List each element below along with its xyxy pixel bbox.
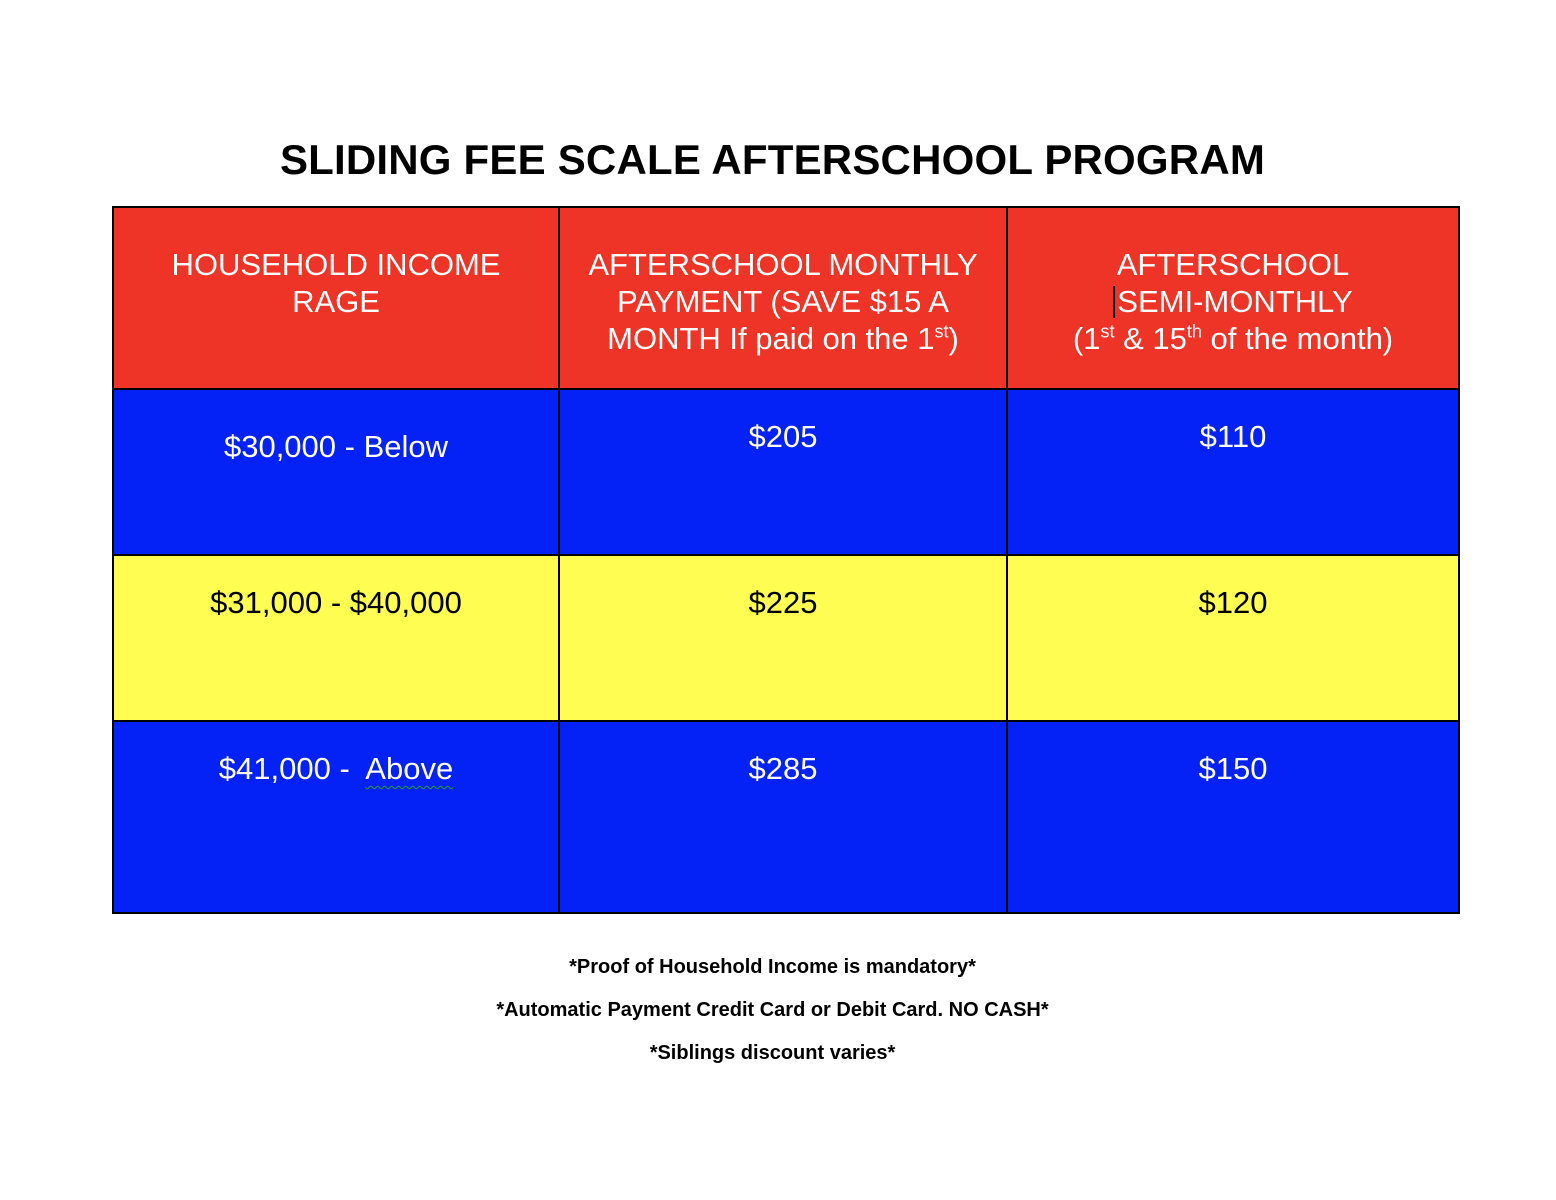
header-income-line-2: RAGE bbox=[292, 284, 380, 319]
monthly-payment-cell: $225 bbox=[559, 555, 1007, 721]
header-monthly-line-3-close: ) bbox=[948, 321, 959, 356]
header-semi-line-2-text: SEMI-MONTHLY bbox=[1117, 284, 1353, 319]
income-range-cell: $30,000 - Below bbox=[113, 389, 559, 555]
income-range-prefix: $41,000 - bbox=[218, 751, 366, 786]
monthly-payment-cell: $205 bbox=[559, 389, 1007, 555]
semi-monthly-payment-cell: $110 bbox=[1007, 389, 1459, 555]
text-cursor bbox=[1113, 286, 1115, 318]
table-row bbox=[113, 721, 1459, 913]
header-semi-line-3-open: (1 bbox=[1072, 321, 1101, 356]
header-household-income bbox=[113, 207, 559, 389]
header-monthly-line-3 bbox=[560, 320, 1006, 357]
page-title: SLIDING FEE SCALE AFTERSCHOOL PROGRAM bbox=[279, 136, 1266, 183]
header-semi-line-3-end: of the month) bbox=[1201, 321, 1394, 356]
income-range-cell bbox=[113, 721, 559, 913]
fee-scale-table bbox=[112, 206, 1460, 914]
header-income-line-1: HOUSEHOLD INCOME bbox=[171, 247, 501, 282]
ordinal-suffix: st bbox=[934, 321, 949, 342]
header-monthly-line-2: PAYMENT (SAVE $15 A bbox=[617, 284, 949, 319]
monthly-payment-cell: $285 bbox=[559, 721, 1007, 913]
semi-monthly-payment-cell: $120 bbox=[1007, 555, 1459, 721]
header-semi-line-2 bbox=[1008, 283, 1458, 320]
header-semi-line-1: AFTERSCHOOL bbox=[1116, 247, 1350, 282]
header-monthly-line-1: AFTERSCHOOL MONTHLY bbox=[588, 247, 978, 282]
spellcheck-marked-word: Above bbox=[365, 751, 454, 786]
header-semi-line-3-mid: & 15 bbox=[1114, 321, 1187, 356]
footnotes bbox=[0, 956, 1545, 1064]
header-semi-monthly bbox=[1007, 207, 1459, 389]
table-row bbox=[113, 555, 1459, 721]
semi-monthly-payment-cell: $150 bbox=[1007, 721, 1459, 913]
ordinal-suffix: th bbox=[1186, 321, 1202, 342]
header-monthly-line-3-text: MONTH If paid on the 1 bbox=[607, 321, 935, 356]
table-header-row bbox=[113, 207, 1459, 389]
income-range-cell: $31,000 - $40,000 bbox=[113, 555, 559, 721]
ordinal-suffix: st bbox=[1100, 321, 1115, 342]
footnote-proof-of-income: *Proof of Household Income is mandatory* bbox=[569, 956, 976, 978]
footnote-siblings-discount: *Siblings discount varies* bbox=[649, 1042, 896, 1064]
table-row bbox=[113, 389, 1459, 555]
header-monthly-payment bbox=[559, 207, 1007, 389]
footnote-payment-method: *Automatic Payment Credit Card or Debit Card. NO CASH* bbox=[496, 999, 1049, 1021]
header-semi-line-3 bbox=[1008, 320, 1458, 357]
